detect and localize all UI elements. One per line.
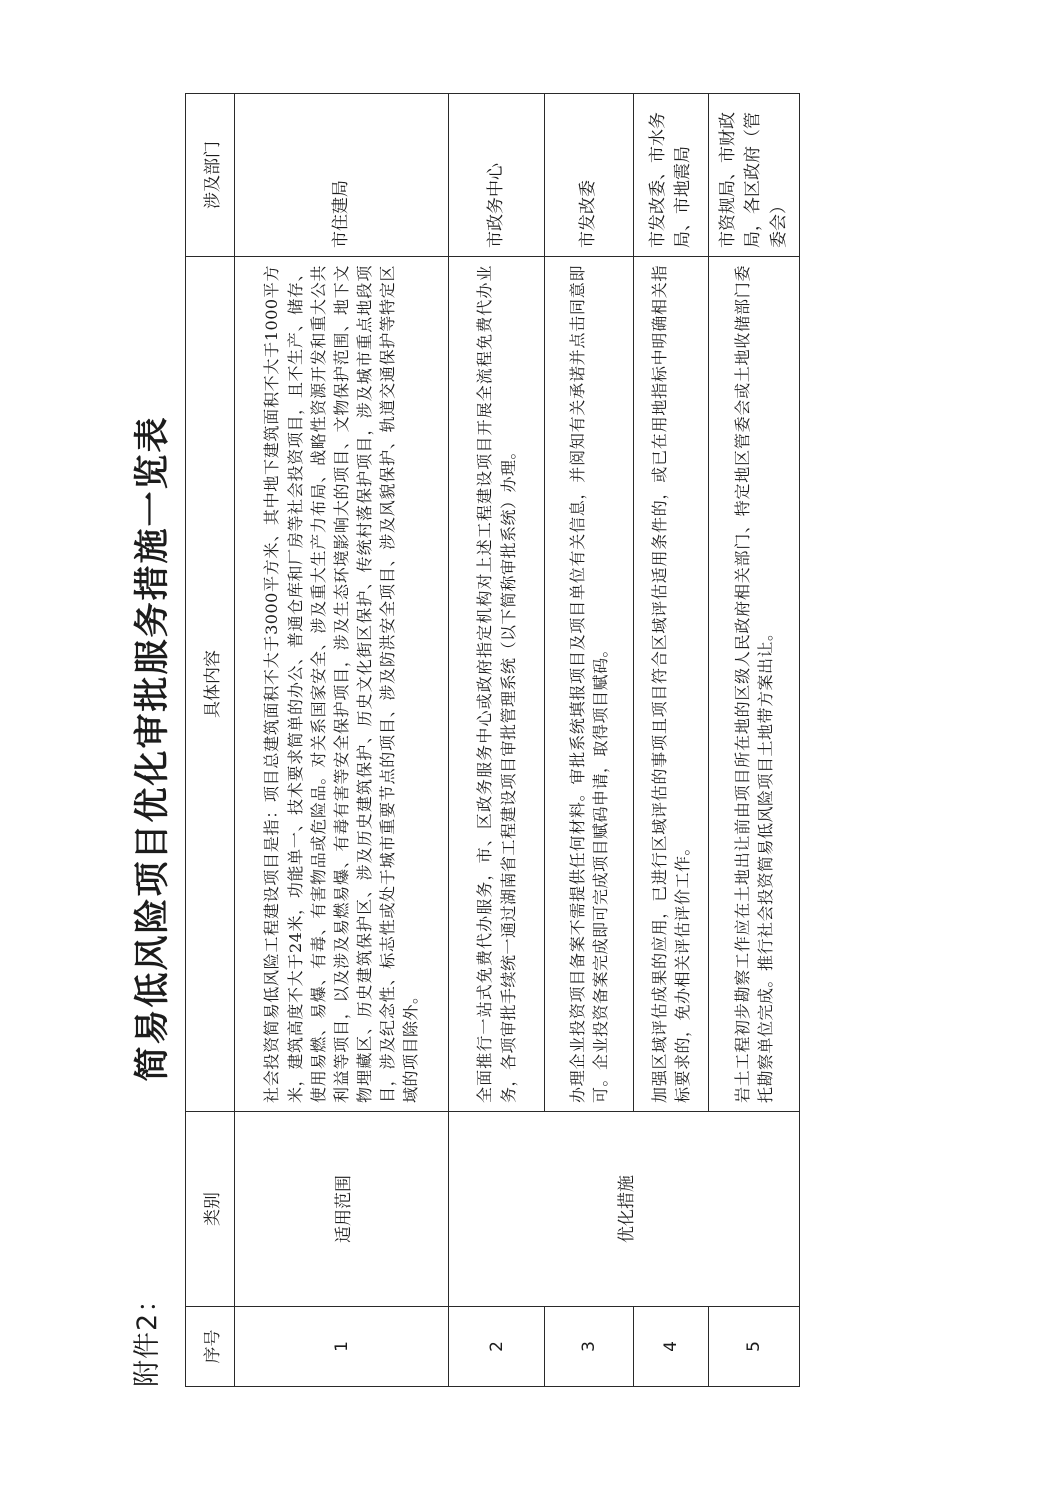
row-departments: 市政务中心: [449, 94, 545, 257]
row-departments: 市住建局: [235, 94, 449, 257]
measures-table: [185, 93, 800, 1387]
row-content: 办理企业投资项目备案不需提供任何材料。审批系统填报项目及项目单位有关信息，并阅知有关承诺并点击同意即可。企业投资备案完成即可完成项目赋码申请，取得项目赋码。: [545, 257, 634, 1112]
row-category: 适用范围: [235, 1112, 449, 1307]
header-num: 序号: [186, 1307, 235, 1387]
row-content: 岩土工程初步勘察工作应在土地出让前由项目所在地的区级人民政府相关部门、特定地区管委会或土地收储部门委托勘察单位完成。推行社会投资简易低风险项目土地带方案出让。: [709, 257, 800, 1112]
row-num: 5: [709, 1307, 800, 1387]
row-departments: 市发改委: [545, 94, 634, 257]
document-title: 简易低风险项目优化审批服务措施一览表: [132, 415, 173, 1082]
row-departments: 市资规局、市财政局，各区政府（管委会）: [709, 94, 800, 257]
header-category: 类别: [186, 1112, 235, 1307]
row-num: 4: [634, 1307, 709, 1387]
row-num: 1: [235, 1307, 449, 1387]
table-header-row: [186, 94, 235, 1387]
header-departments: 涉及部门: [186, 94, 235, 257]
row-category: 优化措施: [449, 1112, 800, 1307]
row-content: 全面推行一站式免费代办服务，市、区政务服务中心或政府指定机构对上述工程建设项目开展全流程免费代办业务，各项审批手续统一通过湖南省工程建设项目审批管理系统（以下简称审批系统）办理。: [449, 257, 545, 1112]
row-num: 3: [545, 1307, 634, 1387]
row-content: 加强区域评估成果的应用，已进行区域评估的事项且项目符合区域评估适用条件的，或已在用地指标中明确相关指标要求的，免办相关评估评价工作。: [634, 257, 709, 1112]
header-content: 具体内容: [186, 257, 235, 1112]
attachment-label: 附件2：: [132, 1284, 163, 1387]
row-num: 2: [449, 1307, 545, 1387]
row-content: 社会投资简易低风险工程建设项目是指：项目总建筑面积不大于3000平方米、其中地下建筑面积不大于1000平方米，建筑高度不大于24米，功能单一、技术要求简单的办公、普通仓库和厂房等社会投资项目，且不生产、储存、使用易燃、易爆、有毒、有害物品或危险品。对关系国家安全、涉及重大生产力布局、战略性资源开发和重大公共利益等项目，以及涉及易燃易爆、有毒有害等安全保护项目，涉及生态环境影响大的项目、文物保护范围、地下文物埋藏区、历史建筑保护区、涉及历史建筑保护、历史文化街区保护、传统村落保护项目，涉及城市重点地段项目，涉及纪念性、标志性或处于城市重要节点的项目、涉及防洪安全项目、涉及风貌保护、轨道交通保护等特定区域的项目除外。: [235, 257, 449, 1112]
table-row: [449, 94, 545, 1387]
row-departments: 市发改委、市水务局、市地震局: [634, 94, 709, 257]
table-row: [235, 94, 449, 1387]
